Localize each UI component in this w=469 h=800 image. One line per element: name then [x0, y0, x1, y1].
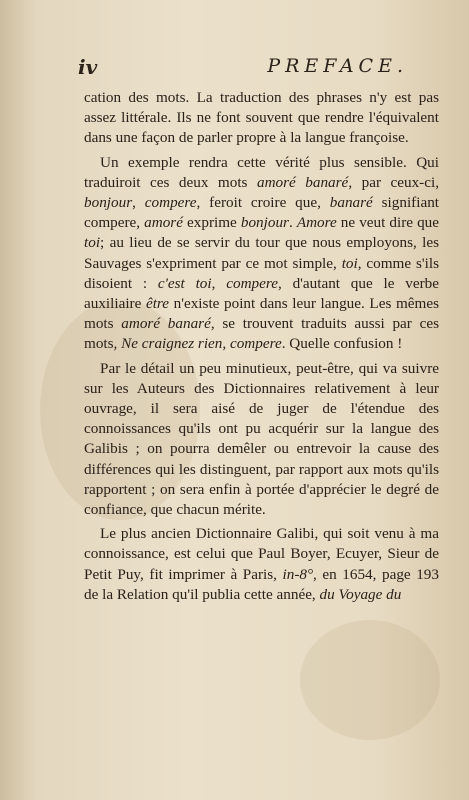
text-segment: , feroit croire que, [196, 194, 330, 212]
text-segment: Un exemple rendra cette vérité plus sensible. Qui traduiroit ces deux mots [84, 153, 439, 191]
page-number: iv [78, 55, 98, 79]
paragraph [84, 153, 439, 355]
text-segment: , en 1654, page 193 de la Relation qu'il publia cette année, [84, 565, 439, 603]
paragraph [84, 524, 439, 605]
running-title: PREFACE. [267, 55, 408, 77]
italic-text: Amore [296, 214, 337, 232]
italic-text: bonjour [240, 214, 289, 232]
text-segment: , se trouvent traduits aussi par ces mots, [84, 315, 439, 353]
italic-text: être [145, 295, 170, 313]
italic-text: compere [229, 335, 282, 353]
italic-text: bonjour [84, 194, 133, 212]
text-segment: signifiant compere, [84, 194, 440, 232]
italic-text: amoré [144, 214, 183, 232]
italic-text: c'est toi [157, 274, 212, 292]
text-segment: n'existe point dans leur langue. Les mêmes mots [84, 295, 439, 333]
italic-text: compere [144, 194, 197, 212]
italic-text: compere [226, 274, 278, 292]
text-segment: cation des mots. La traduction des phrases n'y est pas assez littérale. Ils ne font souvent que rendre l'équivalent dans une façon de parler propre à la langue françoise. [84, 89, 439, 147]
italic-text: banaré [329, 194, 373, 212]
text-segment: . [288, 214, 297, 232]
text-segment: , comme s'ils disoient : [84, 254, 439, 292]
body-text [84, 88, 439, 605]
paragraph [84, 359, 439, 521]
text-segment: . Quelle confusion ! [281, 335, 403, 353]
italic-text: amoré banaré [256, 173, 349, 191]
text-segment: exprime [182, 214, 241, 232]
italic-text: toi [84, 234, 101, 252]
italic-text: du Voyage du [319, 585, 402, 603]
text-segment: , d'autant que le verbe auxiliaire [84, 274, 440, 313]
text-segment: , [211, 274, 227, 292]
text-segment: , [222, 335, 230, 353]
text-segment: Le plus ancien Dictionnaire Galibi, qui soit venu à ma connoissance, est celui que Paul Boyer, Ecuyer, Sieur de Petit Puy, fit imprimer à Paris, [84, 525, 439, 583]
italic-text: amoré banaré [121, 315, 211, 333]
text-segment: Par le détail un peu minutieux, peut-être, qui va suivre sur les Auteurs des Dictionnaires relativement à leur ouvrage, il sera aisé de juger de l'étendue des connoissances qu'ils ont pu acquérir sur la langue des Galibis ; on pourra demêler ou entrevoir la cause des différences qui les distinguent, par rapport aux mots qu'ils rapportent ; on sera enfin à portée d'apprécier le degré de confiance, que chacun mérite. [84, 359, 439, 519]
italic-text: in-8° [282, 565, 314, 583]
text-segment: , par ceux-ci, [348, 173, 439, 191]
text-segment: ; au lieu de se servir du tour que nous employons, les Sauvages s'expriment par ce mot simple, [84, 234, 439, 272]
italic-text: Ne craignez rien [121, 335, 223, 353]
text-segment: , [132, 194, 145, 212]
text-segment: ne veut dire que [336, 214, 440, 232]
paragraph [84, 88, 439, 149]
running-head [78, 55, 408, 81]
italic-text: toi [341, 254, 358, 272]
paper-stain [300, 620, 440, 740]
